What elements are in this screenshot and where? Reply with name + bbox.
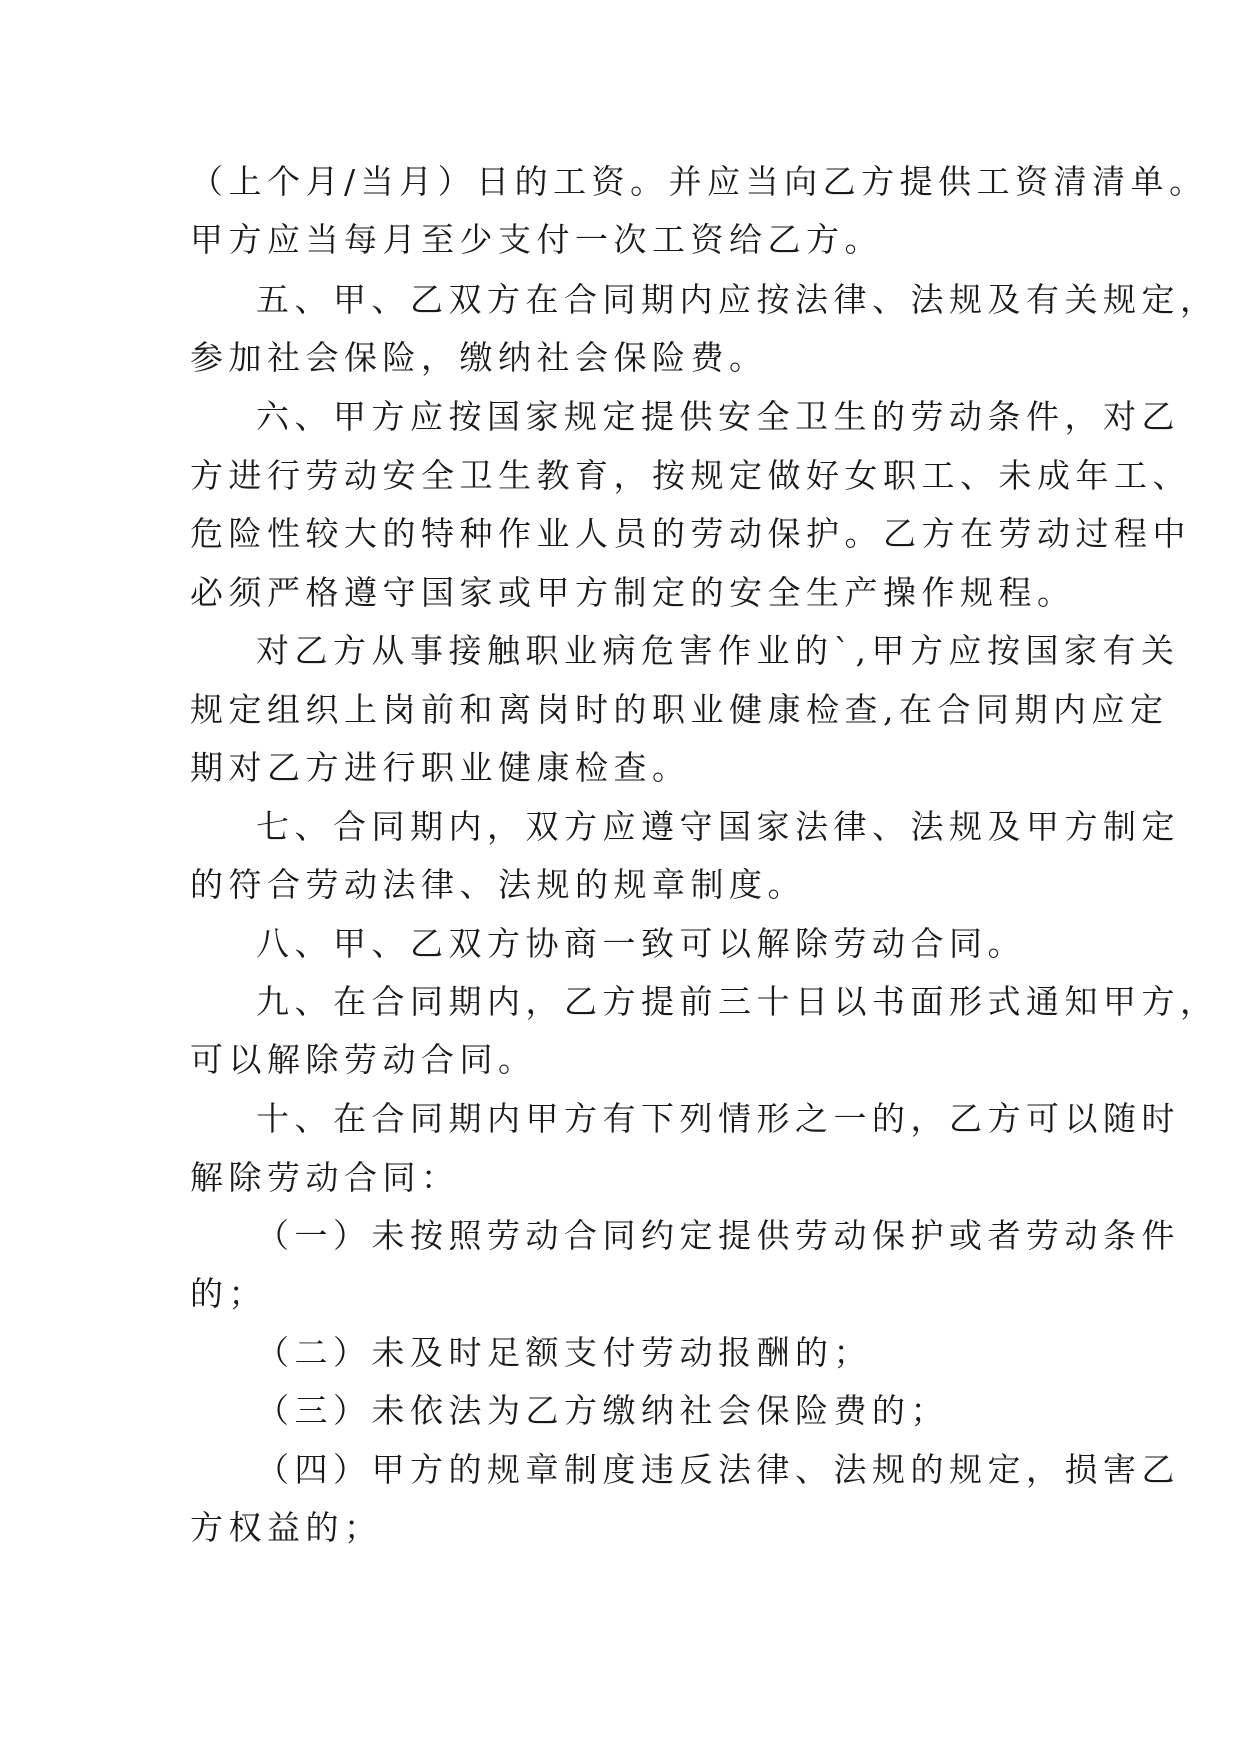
clause-9-line-1: 九、在合同期内，乙方提前三十日以书面形式通知甲方， <box>256 982 1219 1021</box>
item-3-line-1: （三）未依法为乙方缴纳社会保险费的； <box>256 1391 949 1430</box>
occupational-health-line-3: 期对乙方进行职业健康检查。 <box>190 748 691 787</box>
text-line-1: （上个月/当月）日的工资。并应当向乙方提供工资清清单。 <box>190 162 1208 201</box>
item-4-line-1: （四）甲方的规章制度违反法律、法规的规定，损害乙 <box>256 1450 1180 1489</box>
item-4-line-2: 方权益的； <box>190 1508 383 1547</box>
clause-6-line-4: 必须严格遵守国家或甲方制定的安全生产操作规程。 <box>190 573 1076 612</box>
text-line-2: 甲方应当每月至少支付一次工资给乙方。 <box>190 220 883 259</box>
occupational-health-line-2: 规定组织上岗前和离岗时的职业健康检查,在合同期内应定 <box>190 690 1169 729</box>
occupational-health-line-1: 对乙方从事接触职业病危害作业的`,甲方应按国家有关 <box>256 631 1180 670</box>
clause-6-line-3: 危险性较大的特种作业人员的劳动保护。乙方在劳动过程中 <box>190 514 1191 553</box>
clause-9-line-2: 可以解除劳动合同。 <box>190 1040 537 1079</box>
clause-7-line-2: 的符合劳动法律、法规的规章制度。 <box>190 865 806 904</box>
clause-10-line-2: 解除劳动合同： <box>190 1158 460 1197</box>
clause-10-line-1: 十、在合同期内甲方有下列情形之一的，乙方可以随时 <box>256 1099 1180 1138</box>
item-1-line-2: 的； <box>190 1274 267 1313</box>
clause-5-line-2: 参加社会保险，缴纳社会保险费。 <box>190 338 768 377</box>
clause-6-line-2: 方进行劳动安全卫生教育，按规定做好女职工、未成年工、 <box>190 456 1191 495</box>
clause-7-line-1: 七、合同期内，双方应遵守国家法律、法规及甲方制定 <box>256 807 1180 846</box>
item-1-line-1: （一）未按照劳动合同约定提供劳动保护或者劳动条件 <box>256 1216 1180 1255</box>
clause-5-line-1: 五、甲、乙双方在合同期内应按法律、法规及有关规定， <box>256 280 1219 319</box>
clause-6-line-1: 六、甲方应按国家规定提供安全卫生的劳动条件，对乙 <box>256 397 1180 436</box>
clause-8-line-1: 八、甲、乙双方协商一致可以解除劳动合同。 <box>256 924 1026 963</box>
item-2-line-1: （二）未及时足额支付劳动报酬的； <box>256 1333 872 1372</box>
